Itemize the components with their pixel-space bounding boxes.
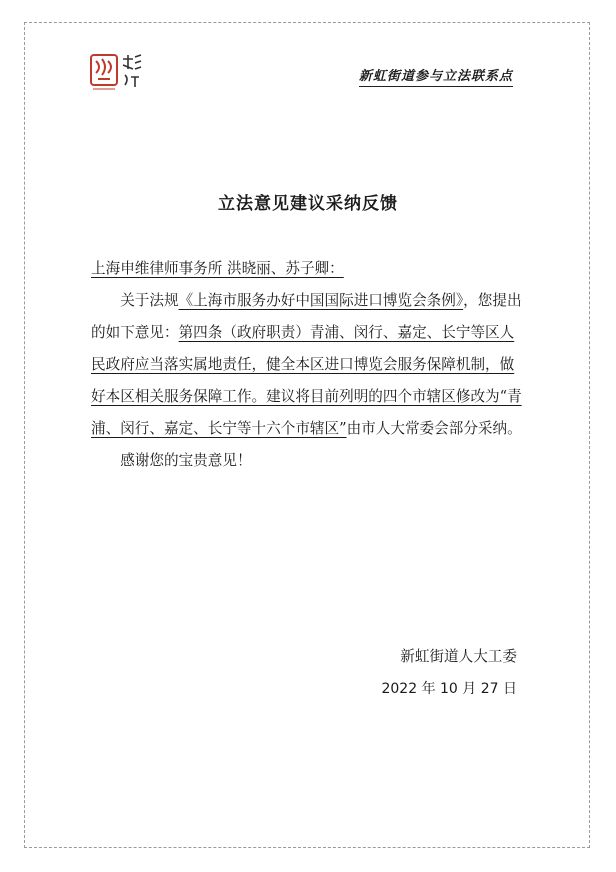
feedback-paragraph [91,285,525,445]
signature-block [381,641,517,705]
recipient-line [91,253,525,285]
thanks-paragraph: 感谢您的宝贵意见！ [120,452,252,469]
document-title: 立法意见建议采纳反馈 [218,194,398,214]
para1-middle: ，您提出的如下意见： [91,292,522,341]
letter-body [91,253,525,477]
regulation-name: 《上海市服务办好中国国际进口博览会条例》 [178,292,464,309]
xinhong-logo-icon [89,49,145,95]
recipient-name: 上海申维律师事务所 洪晓丽、苏子卿： [91,260,344,277]
header-org-line: 新虹街道参与立法联系点 [359,65,513,87]
opinion-text: 第四条（政府职责）青浦、闵行、嘉定、长宁等区人民政府应当落实属地责任，健全本区进口博览会服务保障机制，做好本区相关服务保障工作。建议将目前列明的四个市辖区修改为“青浦、闵行、嘉定、长宁等十六个市辖区” [91,324,522,437]
document-page [24,22,590,848]
para1-intro: 关于法规 [120,292,179,309]
adoption-result: 由市人大常委会部分采纳。 [346,420,522,437]
signature-org: 新虹街道人大工委 [400,648,517,665]
signature-date: 2022 年 10 月 27 日 [381,681,517,697]
